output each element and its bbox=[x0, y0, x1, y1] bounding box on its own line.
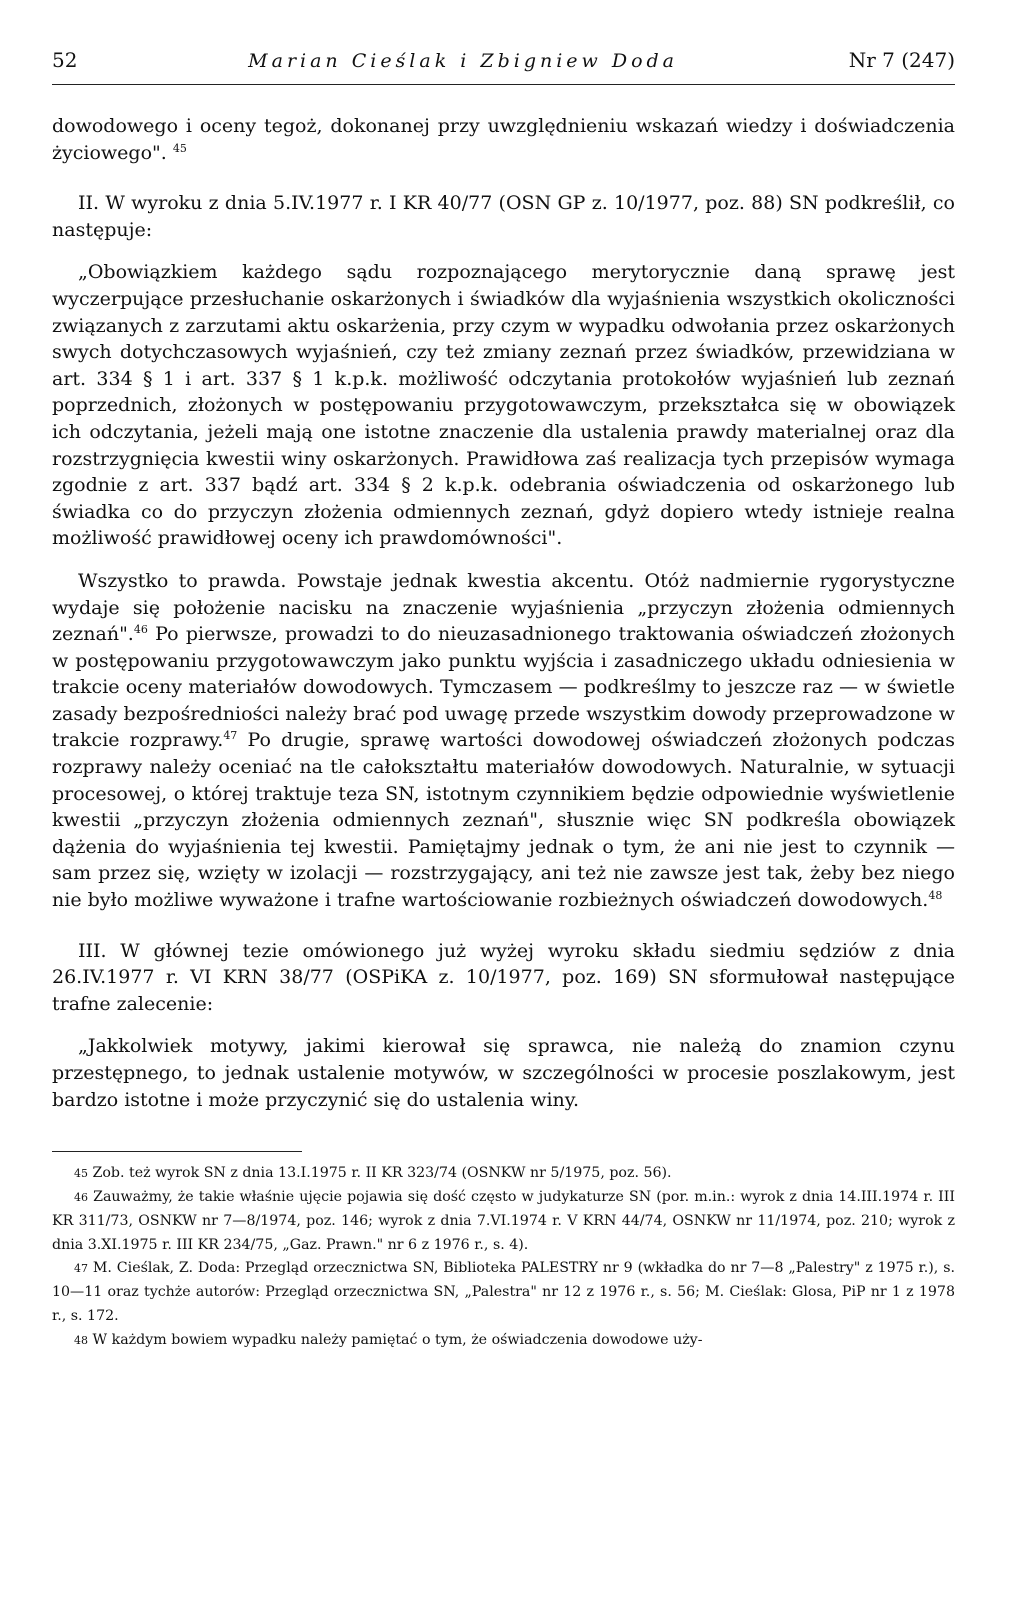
quote-paragraph-2: „Jakkolwiek motywy, jakimi kierował się sprawca, nie należą do znamion czynu przestępnego, to jednak ustalenie motywów, w szczególności w procesie poszlakowym, jest bardzo istotne i może przyczynić się do ustalenia winy. bbox=[52, 1035, 955, 1111]
footnote-48: 48 W każdym bowiem wypadku należy pamiętać o tym, że oświadczenia dowodowe uży- bbox=[74, 1331, 703, 1348]
quote-paragraph: „Obowiązkiem każdego sądu rozpoznającego merytorycznie daną sprawę jest wyczerpujące przesłuchanie oskarżonych i świadków dla wyjaśnienia wszystkich okoliczności związanych z zarzutami aktu oskarżenia, przy czym w wypadku odwołania przez oskarżonych swych dotychczasowych wyjaśnień, czy też zmiany zeznań przez świadków, przewidziana w art. 334 § 1 i art. 337 § 1 k.p.k. możliwość odczytania protokołów wyjaśnień lub zeznań poprzednich, złożonych w postępowaniu przygotowawczym, przekształca się w obowiązek ich odczytania, jeżeli mają one istotne znaczenie dla ustalenia prawdy materialnej oraz dla rozstrzygnięcia kwestii winy oskarżonych. Prawidłowa zaś realizacja tych przepisów wymaga zgodnie z art. 337 bądź art. 334 § 2 k.p.k. odebrania oświadczenia od oskarżonego lub świadka co do przyczyn złożenia odmiennych zeznań, gdyż dopiero wtedy istnieje realna możliwość prawidłowej oceny ich prawdomówności". bbox=[52, 261, 955, 550]
commentary-paragraph: Wszystko to prawda. Powstaje jednak kwestia akcentu. Otóż nadmiernie rygorystyczne wydaje się położenie nacisku na znaczenie wyjaśnienia „przyczyn złożenia odmiennych zeznań".$^{46}$ Po pierwsze, prowadzi to do nieuzasadnionego traktowania oświadczeń złożonych w postępowaniu przygotowawczym jako punktu wyjścia i zasadniczego układu odniesienia w trakcie oceny materiałów dowodowych. Tymczasem — podkreślmy to jeszcze raz — w świetle zasady bezpośredniości należy brać pod uwagę przede wszystkim dowody przeprowadzone w trakcie rozprawy.$^{47}$ Po drugie, sprawę wartości dowodowej oświadczeń złożonych podczas rozprawy należy oceniać na tle całokształtu materiałów dowodowych. Naturalnie, w sytuacji procesowej, o której traktuje teza SN, istotnym czynnikiem będzie odpowiednie wyświetlenie kwestii „przyczyn złożenia odmiennych zeznań", słusznie więc SN podkreśla obowiązek dążenia do wyjaśnienia tej kwestii. Pamiętajmy jednak o tym, że ani nie jest to czynnik — sam przez się, wzięty w izolacji — rozstrzygający, ani też nie zawsze jest tak, żeby bez niego nie było możliwe wyważone i trafne wartościowanie rozbieżnych oświadczeń dowodowych.$^{48}$ bbox=[52, 569, 955, 912]
page bbox=[52, 48, 955, 1353]
header-rule bbox=[52, 84, 955, 85]
footnote-ref: 47 bbox=[223, 729, 238, 743]
footnote-rule bbox=[52, 1151, 302, 1152]
body-text bbox=[52, 113, 955, 1113]
page-number: 52 bbox=[52, 48, 78, 72]
running-header bbox=[52, 48, 955, 78]
footnote-45: 45 Zob. też wyrok SN z dnia 13.I.1975 r. II KR 323/74 (OSNKW nr 5/1975, poz. 56). bbox=[74, 1165, 672, 1182]
footnote-47: 47 M. Cieślak, Z. Doda: Przegląd orzecznictwa SN, Biblioteka PALESTRY nr 9 (wkładka do nr 7—8 „Palestry" z 1975 r.), s. 10—11 oraz tychże autorów: Przegląd orzecznictwa SN, „Palestra" nr 12 z 1976 r., s. 56; M. Cieślak: Glosa, PiP nr 1 z 1978 r., s. 172. bbox=[52, 1260, 955, 1324]
footnote-ref: 46 bbox=[133, 623, 148, 637]
paragraph-ii: II. W wyroku z dnia 5.IV.1977 r. I KR 40/77 (OSN GP z. 10/1977, poz. 88) SN podkreślił, co następuje: bbox=[52, 192, 955, 241]
paragraph-iii: III. W głównej tezie omówionego już wyżej wyroku składu siedmiu sędziów z dnia 26.IV.1977 r. VI KRN 38/77 (OSPiKA z. 10/1977, poz. 169) SN sformułował następujące trafne zalecenie: bbox=[52, 939, 955, 1015]
footnote-ref: 48 bbox=[928, 889, 943, 903]
running-authors: Marian Cieślak i Zbigniew Doda bbox=[248, 50, 679, 72]
footnote-ref: 45 bbox=[172, 141, 187, 155]
footnote-46: 46 Zauważmy, że takie właśnie ujęcie pojawia się dość często w judykaturze SN (por. m.in.: wyrok z dnia 14.III.1974 r. III KR 311/73, OSNKW nr 7—8/1974, poz. 146; wyrok z dnia 7.VI.1974 r. V KRN 44/74, OSNKW nr 11/1974, poz. 210; wyrok z dnia 3.XI.1975 r. III KR 234/75, „Gaz. Prawn." nr 6 z 1976 r., s. 4). bbox=[52, 1188, 955, 1253]
footnotes bbox=[52, 1162, 955, 1352]
paragraph-continuation: dowodowego i oceny tegoż, dokonanej przy uwzględnieniu wskazań wiedzy i doświadczenia życiowego". $^{45}$ bbox=[52, 115, 955, 164]
issue-number: Nr 7 (247) bbox=[848, 48, 955, 72]
